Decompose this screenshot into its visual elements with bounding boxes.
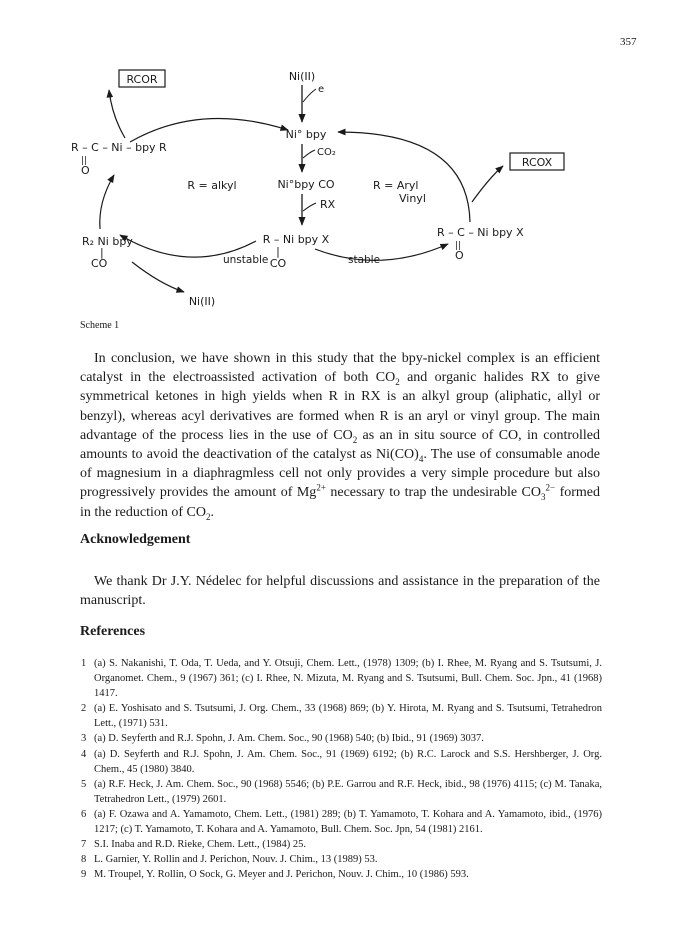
r2ni-bpy-label: R₂ Ni bpy xyxy=(82,235,133,248)
left-carbonyl-bond: || xyxy=(81,156,88,166)
subscript: 2 xyxy=(205,511,211,522)
stable-label: stable xyxy=(348,254,381,266)
electron-label: e xyxy=(318,84,325,95)
ni-ii-top-label: Ni(II) xyxy=(288,70,316,83)
reference-number: 5 xyxy=(81,778,87,790)
reference-text: S.I. Inaba and R.D. Rieke, Chem. Lett., (1984) 25. xyxy=(94,839,306,851)
rx-label: RX xyxy=(320,198,336,211)
rcox-label: RCOX xyxy=(521,156,553,169)
body-text-span: necessary to trap the undesirable CO xyxy=(325,485,541,501)
reference-text: (a) F. Ozawa and A. Yamamoto, Chem. Lett., (1981) 289; (b) T. Yamamoto, T. Kohara and A. Yamamoto, ibid., (1976) 1217; (c) T. Yamamoto, T. Kohara and A. Yamamoto, Bull. Chem. Soc. Jpn, 54 (1981) 2161. xyxy=(94,808,602,836)
center-bond: | xyxy=(276,245,280,258)
acknowledgement-paragraph xyxy=(80,572,600,610)
electron-curve xyxy=(303,89,316,102)
reference-text: (a) D. Seyferth and R.J. Spohn, J. Am. Chem. Soc., 91 (1969) 6192; (b) R.C. Larock and S.S. Hershberger, J. Org. Chem., 45 (1980) 3840. xyxy=(94,748,602,775)
left-oxygen-label: O xyxy=(81,164,90,177)
rcor-release-arrow xyxy=(109,90,125,138)
references-list xyxy=(80,656,602,882)
ni0-bpy-label: Ni° bpy xyxy=(285,128,327,141)
reference-item xyxy=(80,837,602,852)
page-number: 357 xyxy=(620,36,637,48)
references-heading: References xyxy=(80,624,146,639)
right-acyl-complex-label: R – C – Ni bpy X xyxy=(437,226,524,239)
co2-label: CO₂ xyxy=(317,147,336,158)
reference-item xyxy=(80,747,602,777)
co2-curve xyxy=(303,150,315,158)
body-text-span: In conclusion, we have shown in this study that the bpy-nickel complex is an efficient catalyst in the electroassisted activation of both CO xyxy=(80,351,600,386)
right-carbonyl-bond: || xyxy=(455,241,462,251)
rcox-release-arrow xyxy=(472,166,503,202)
reference-text: (a) S. Nakanishi, T. Oda, T. Ueda, and Y. Otsuji, Chem. Lett., (1978) 1309; (b) I. Rhee, M. Ryang and S. Tsutsumi, J. Organomet. Chem., 9 (1967) 361; (c) I. Rhee, N. Mizuta, M. Ryang and S. Tsutsumi, Bull. Chem. Soc. Jpn., 41 (1968) 1417. xyxy=(94,658,602,700)
reference-number: 8 xyxy=(81,854,87,866)
reference-number: 3 xyxy=(81,733,87,745)
scheme-caption: Scheme 1 xyxy=(80,320,120,331)
reference-item xyxy=(80,701,602,731)
body-text-span: and organic halides RX to give symmetrical ketones in high yields when R in RX is an alkyl group (aliphatic, allyl or benzyl), whereas acyl derivatives are formed when R is an aryl or vinyl group. The main advantage of the process lies in the use of CO xyxy=(80,370,600,443)
ni0-bpy-co-label: Ni°bpy CO xyxy=(277,178,335,191)
reference-item xyxy=(80,852,602,867)
reference-item xyxy=(80,731,602,746)
acknowledgement-heading: Acknowledgement xyxy=(80,532,191,547)
reference-number: 7 xyxy=(81,839,87,851)
acknowledgement-text: We thank Dr J.Y. Nédelec for helpful discussions and assistance in the preparation of the manuscript. xyxy=(80,574,600,608)
reference-number: 9 xyxy=(81,869,87,881)
reference-item xyxy=(80,777,602,807)
reference-number: 4 xyxy=(81,748,87,760)
conclusion-paragraph xyxy=(80,349,600,522)
reaction-scheme-diagram xyxy=(70,62,590,317)
body-text-span: . xyxy=(210,504,214,520)
reference-item xyxy=(80,807,602,837)
reference-text: (a) E. Yoshisato and S. Tsutsumi, J. Org. Chem., 33 (1968) 869; (b) Y. Hirota, M. Ryang and S. Tsutsumi, Tetrahedron Lett., (1971) 531. xyxy=(94,703,602,730)
subscript: 3 xyxy=(541,492,546,503)
reference-text: (a) D. Seyferth and R.J. Spohn, J. Am. Chem. Soc., 90 (1968) 540; (b) Ibid., 91 (1969) 3037. xyxy=(94,733,484,745)
reference-item xyxy=(80,867,602,882)
r2ni-co-label: CO xyxy=(91,257,108,270)
decomposition-arrow xyxy=(132,262,184,292)
r2ni-bond: | xyxy=(100,246,104,259)
unstable-label: unstable xyxy=(223,254,269,266)
reference-number: 2 xyxy=(81,703,87,715)
rx-curve xyxy=(303,203,316,211)
right-oxygen-label: O xyxy=(455,249,464,262)
superscript: 2+ xyxy=(316,482,326,493)
right-cycle-top-arrow xyxy=(338,132,470,222)
reference-text: L. Garnier, Y. Rollin and J. Perichon, Nouv. J. Chim., 13 (1989) 53. xyxy=(94,854,378,866)
superscript: 2− xyxy=(545,482,556,493)
center-co-label: CO xyxy=(269,257,287,270)
body-text-span: . The use of consumable anode of magnesium in a diaphragmless cell not only provides a very simple procedure but also progressively provides the amount of Mg xyxy=(80,447,600,501)
reference-item xyxy=(80,656,602,701)
subscript: 2 xyxy=(395,377,400,387)
left-cycle-top-arrow xyxy=(130,118,288,142)
body-text-span: formed in the reduction of CO xyxy=(80,485,600,520)
r-aryl-label: R = Aryl xyxy=(373,179,419,192)
subscript: 2 xyxy=(352,434,358,445)
body-text-span: as an in situ source of CO, in controlled amounts to avoid the deactivation of the catalyst as Ni(CO) xyxy=(80,427,600,463)
reference-number: 6 xyxy=(81,808,87,820)
reference-text: (a) R.F. Heck, J. Am. Chem. Soc., 90 (1968) 5546; (b) P.E. Garrou and R.F. Heck, ibid., 98 (1976) 4115; (c) M. Tanaka, Tetrahedron Lett., (1979) 2601. xyxy=(94,778,602,805)
reference-text: M. Troupel, Y. Rollin, O Sock, G. Meyer and J. Perichon, Nouv. J. Chim., 10 (1986) 593. xyxy=(94,869,469,881)
r-ni-bpy-x-label: R – Ni bpy X xyxy=(262,233,330,246)
r-alkyl-label: R = alkyl xyxy=(187,179,237,192)
stable-arrow xyxy=(315,244,448,260)
subscript: 4 xyxy=(418,453,424,464)
rcor-label: RCOR xyxy=(126,73,158,86)
vinyl-label: Vinyl xyxy=(399,192,426,205)
reference-number: 1 xyxy=(81,658,87,669)
ni-ii-bottom-label: Ni(II) xyxy=(188,295,216,308)
left-cycle-up-arrow xyxy=(100,175,114,229)
left-acyl-complex-label: R – C – Ni – bpy R xyxy=(71,141,167,154)
